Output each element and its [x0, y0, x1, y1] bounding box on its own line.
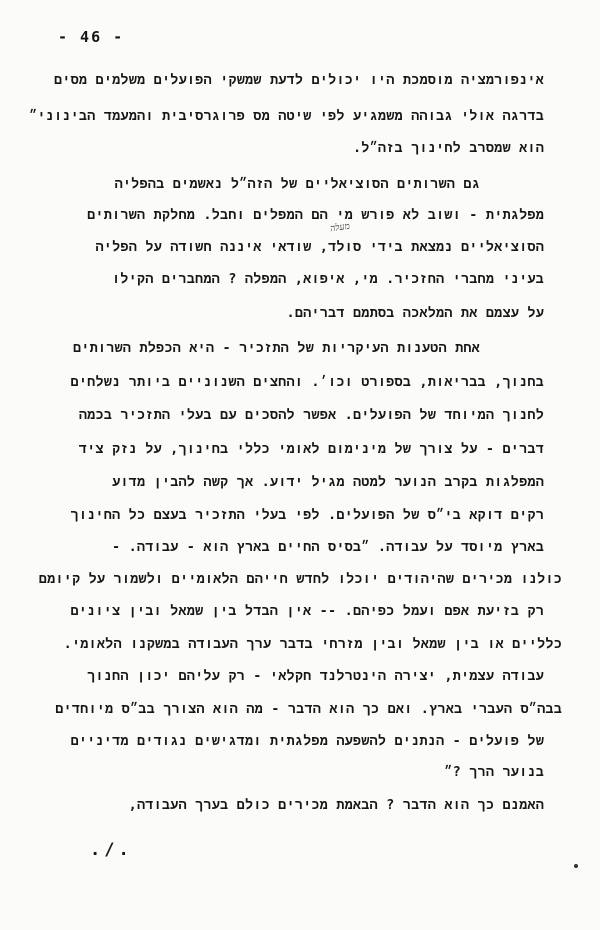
paragraph-2-line-5: על עצמם את המלאכה בסתמם דבריהם.: [286, 305, 544, 321]
paragraph-3-line-5: המפלגות בקרב הנוער למטה מגיל ידוע. אך קשה להבין מדוע: [112, 474, 544, 490]
paragraph-1-line-3: הוא שמסרב לחינוך בזה״ל.: [352, 140, 544, 156]
paragraph-3-line-12: בבה״ס העברי בארץ. ואם כך הוא הדבר - מה הוא הצורך בב״ס מיוחדים: [55, 701, 562, 717]
continuation-mark: ./.: [90, 840, 133, 860]
paragraph-2-line-2: מפלגתית - ושוב לא פורש מי הם המפלים וחבל. מחלקת השרותים: [87, 207, 544, 223]
paragraph-3-line-14: בנוער הרך ?״: [444, 764, 544, 780]
paragraph-3-line-8: כולנו מכירים שהיהודים יוכלו לחדש חייהם הלאומיים ולשמור על קיומם: [38, 571, 562, 587]
paragraph-3-line-13: של פועלים - הנתנים להשפעה מפלגתית ומדגישים נגודים מדיניים: [70, 733, 544, 749]
paragraph-4-line-1: האמנם כך הוא הדבר ? הבאמת מכירים כולם בערך העבודה,: [128, 797, 544, 813]
paragraph-2-line-1: גם השרותים הסוציאליים של הזה״ל נאשמים בהפליה: [114, 176, 480, 192]
paragraph-3-line-2: בחנוך, בבריאות, בספורט וכו׳. והחצים השנוניים ביותר נשלחים: [70, 374, 544, 390]
paragraph-3-line-7: בארץ מיוסד על עבודה. ״בסיס החיים בארץ הוא - עבודה. -: [111, 539, 544, 555]
paragraph-3-line-11: עבודה עצמית, יצירה הינטרלנד חקלאי - רק עליהם יכון החנוך: [87, 668, 544, 684]
paragraph-1-line-1: אינפורמציה מוסמכת היו יכולים לדעת שמשקי הפועלים משלמים מסים: [54, 72, 544, 88]
page-number: - 46 -: [58, 28, 125, 46]
handwritten-insertion: מעלה: [329, 221, 351, 235]
paragraph-1-line-2: בדרגה אולי גבוהה משמגיע לפי שיטה מס פרוגרסיבית והמעמד הבינוני״: [29, 108, 544, 124]
margin-speck: [574, 864, 578, 868]
paragraph-3-line-3: לחנוך המיוחד של הפועלים. אפשר להסכים עם בעלי התזכיר בכמה: [78, 407, 544, 423]
paragraph-3-line-1: אחת הטענות העיקריות של התזכיר - היא הכפלת השרותים: [72, 340, 480, 356]
paragraph-2-line-4: בעיני מחברי החזכיר. מי, איפוא, המפלה ? המחברים הקילו: [112, 271, 544, 287]
paragraph-3-line-6: רקים דוקא בי״ס של הפועלים. לפי בעלי התזכיר בעצם כל החינוך: [70, 507, 544, 523]
paragraph-3-line-4: דברים - על צורך של מינימום לאומי כללי בחינוך, על נזק ציד: [78, 441, 544, 457]
paragraph-2-line-3: הסוציאליים נמצאת בידי סולד, שודאי איננה חשודה על הפליה: [95, 239, 544, 255]
paragraph-3-line-10: כלליים או בין שמאל ובין מזרחי בדבר ערך העבודה במשקנו הלאומי.: [63, 636, 562, 652]
paragraph-3-line-9: רק בזיעת אפם ועמל כפיהם. -- אין הבדל בין שמאל ובין ציונים: [70, 603, 544, 619]
